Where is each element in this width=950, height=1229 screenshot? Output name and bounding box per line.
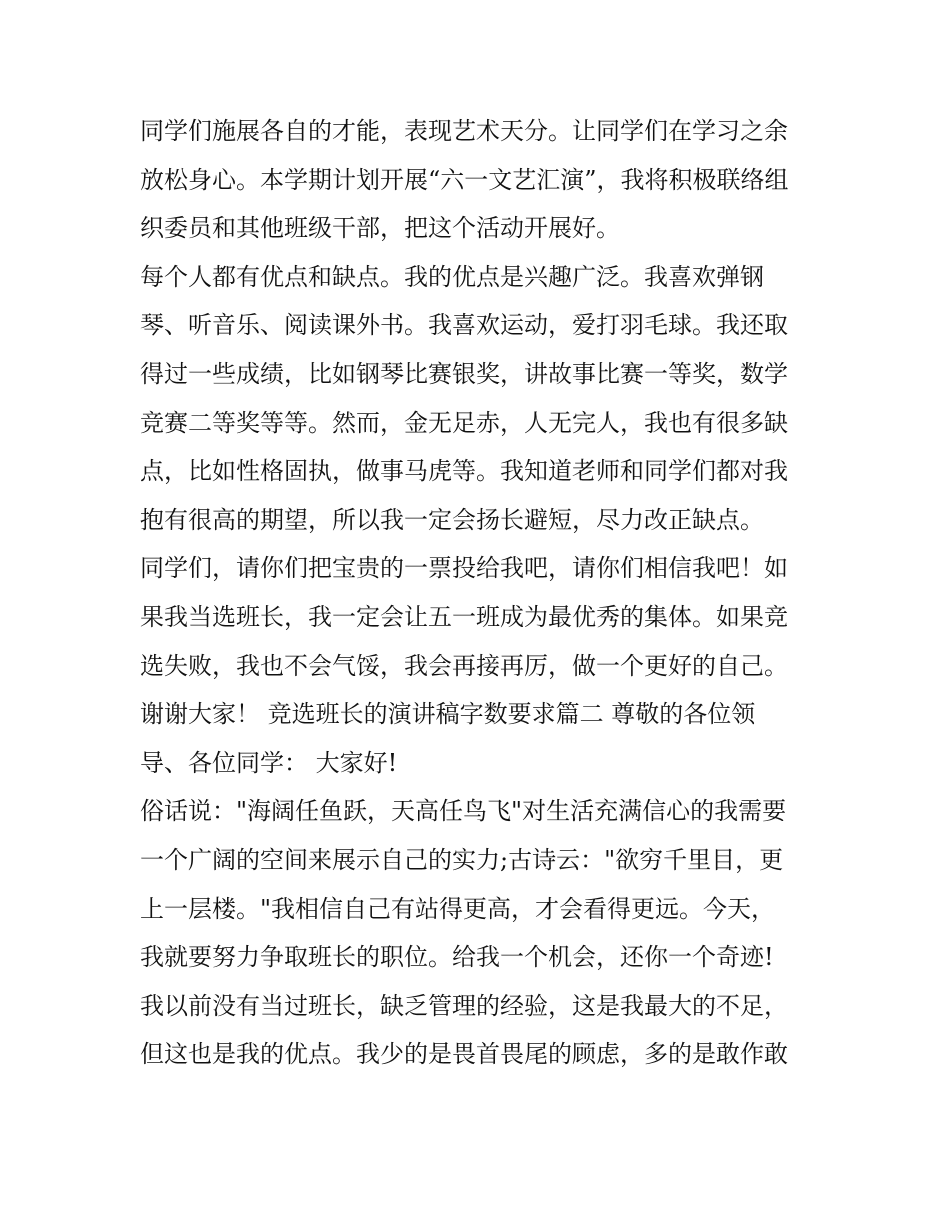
- text-line-12: 选失败，我也不会气馁，我会再接再厉，做一个更好的自己。: [140, 651, 788, 680]
- text-line-19: 我以前没有当过班长，缺乏管理的经验，这是我最大的不足，: [140, 991, 788, 1020]
- text-line-2: 放松身心。本学期计划开展“六一文艺汇演”，我将积极联络组: [140, 165, 789, 194]
- text-line-1: 同学们施展各自的才能，表现艺术天分。让同学们在学习之余: [140, 117, 788, 145]
- text-line-5: 琴、听音乐、阅读课外书。我喜欢运动，爱打羽毛球。我还取: [140, 311, 788, 340]
- text-line-13: 谢谢大家！ 竞选班长的演讲稿字数要求篇二 尊敬的各位领: [140, 700, 756, 729]
- text-line-18: 我就要努力争取班长的职位。给我一个机会，还你一个奇迹!: [140, 943, 774, 972]
- text-line-8: 点，比如性格固执，做事马虎等。我知道老师和同学们都对我: [140, 457, 788, 486]
- text-line-14: 导、各位同学： 大家好!: [140, 748, 398, 777]
- text-line-11: 果我当选班长，我一定会让五一班成为最优秀的集体。如果竞: [140, 602, 788, 631]
- text-line-7: 竞赛二等奖等等。然而，金无足赤，人无完人，我也有很多缺: [140, 408, 788, 437]
- text-line-4: 每个人都有优点和缺点。我的优点是兴趣广泛。我喜欢弹钢: [140, 262, 764, 291]
- text-line-10: 同学们，请你们把宝贵的一票投给我吧，请你们相信我吧！如: [140, 554, 788, 583]
- document-body: [140, 107, 830, 1079]
- text-line-9: 抱有很高的期望，所以我一定会扬长避短，尽力改正缺点。: [140, 505, 764, 534]
- text-line-6: 得过一些成绩，比如钢琴比赛银奖，讲故事比赛一等奖，数学: [140, 359, 788, 388]
- text-line-17: 上一层楼。"我相信自己有站得更高，才会看得更远。今天，: [140, 894, 776, 923]
- text-line-3: 织委员和其他班级干部，把这个活动开展好。: [140, 214, 620, 243]
- text-line-20: 但这也是我的优点。我少的是畏首畏尾的顾虑，多的是敢作敢: [140, 1040, 788, 1069]
- text-line-15: 俗话说："海阔任鱼跃，天高任鸟飞"对生活充满信心的我需要: [140, 797, 787, 826]
- text-line-16: 一个广阔的空间来展示自己的实力;古诗云："欲穷千里目，更: [140, 845, 784, 874]
